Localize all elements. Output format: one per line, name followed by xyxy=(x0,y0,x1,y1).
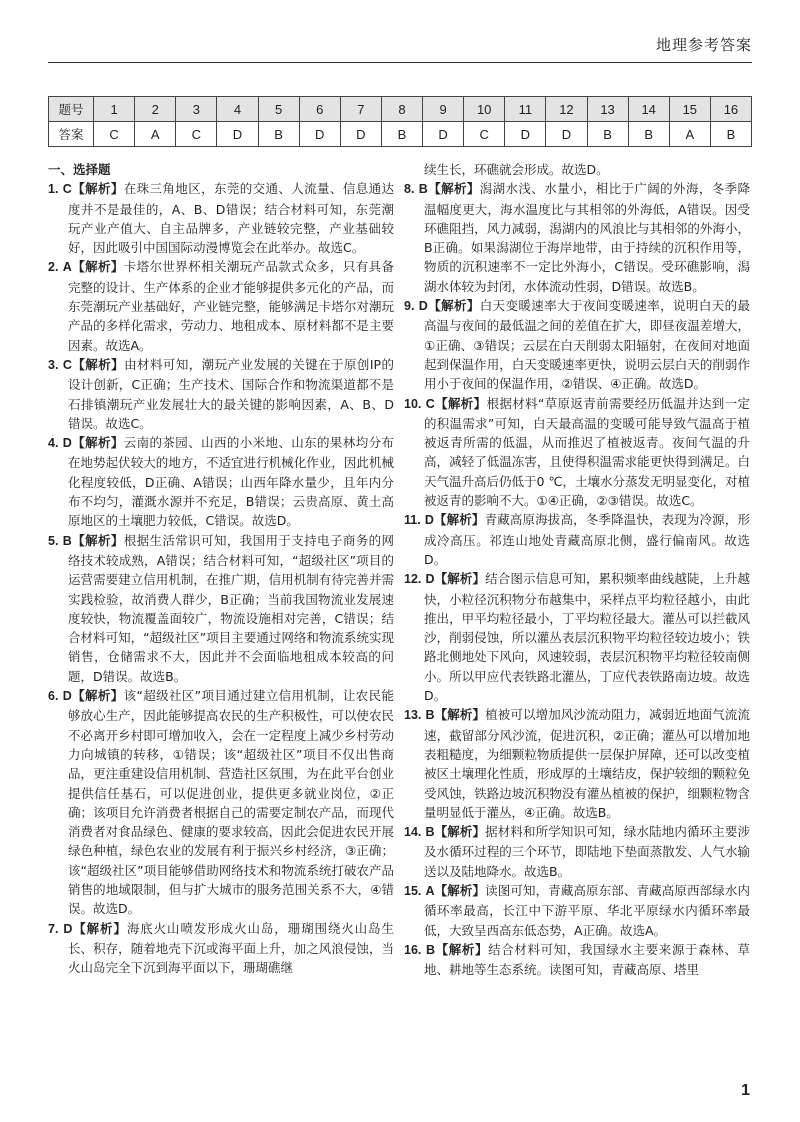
item-text: 根据生活常识可知，我国用于支持电子商务的网络技术较成熟，A错误；结合材料可知，“超级社区”项目的运营需要建立信用机制，在推广期，信用机制有待完善并需实践检验，故消费人群少，B正确；当前我国物流业发展速度较快，物流覆盖面较广，物流设施相对完善，C错误；结合材料可知，“超级社区”项目主要通过网络和物流系统实现销售，仓储需求不大，因此并不会面临地租成本较高的问题，D错误。故选B。 xyxy=(68,532,394,684)
item-text: 结合图示信息可知，累积频率曲线越陡，上升越快，小粒径沉积物分布越集中，采样点平均粒径越小，由此推出，甲平均粒径最小，丁平均粒径最大。灌丛可以拦截风沙，削弱侵蚀，所以灌丛表层沉积物平均粒径较边坡小；铁路北侧地处下风向，风速较弱，表层沉积物平均粒径较南侧小。所以甲应代表铁路北灌丛，丁应代表铁路南边坡。故选D。 xyxy=(424,571,750,704)
analysis-tag: 【解析】 xyxy=(434,882,486,898)
answer-cell: C xyxy=(176,122,217,147)
analysis-tag: 【解析】 xyxy=(435,941,489,957)
item-number: 1. xyxy=(48,182,59,197)
answer-cell: D xyxy=(505,122,546,147)
item-answer-letter: C xyxy=(62,182,72,197)
item-number: 13. xyxy=(404,708,422,723)
analysis-tag: 【解析】 xyxy=(434,395,487,411)
item-number: 4. xyxy=(48,436,59,451)
item-answer-letter: B xyxy=(426,942,436,957)
analysis-tag: 【解析】 xyxy=(71,532,124,548)
analysis-tag: 【解析】 xyxy=(71,688,124,704)
question-number-cell: 16 xyxy=(710,97,751,122)
item-number: 8. xyxy=(404,182,415,197)
analysis-tag: 【解析】 xyxy=(71,259,124,275)
answer-explanation-item xyxy=(404,510,750,569)
question-number-cell: 11 xyxy=(505,97,546,122)
item-number: 3. xyxy=(48,357,59,372)
analysis-tag: 【解析】 xyxy=(434,824,486,840)
answer-cell: D xyxy=(423,122,464,147)
continuation-text: 续生长，环礁就会形成。故选D。 xyxy=(424,162,609,177)
analysis-tag: 【解析】 xyxy=(71,181,124,197)
question-number-cell: 12 xyxy=(546,97,587,122)
answer-explanation-item xyxy=(404,822,750,881)
item-text: 根据材料“草原返青前需要经历低温并达到一定的积温需求”可知，白天最高温的变暖可能导致气温高于植被返青所需的低温，从而推迟了植被返青。夜间气温的升高，减轻了低温冻害，且使得积温需求能更快得到满足。白天气温升高后仍低于0 ℃，土壤水分蒸发无明显变化，对植被返青的影响不大。①④正确，②③错误。故选C。 xyxy=(424,395,750,509)
item-number: 16. xyxy=(404,942,422,957)
item-text: 读图可知，青藏高原东部、青藏高原西部绿水内循环率最高，长江中下游平原、华北平原绿水内循环率最低，大致呈西高东低态势，A正确。故选A。 xyxy=(424,882,750,938)
answer-cell: B xyxy=(587,122,628,147)
analysis-tag: 【解析】 xyxy=(433,512,485,528)
answer-explanation-item xyxy=(48,686,394,919)
item-number: 11. xyxy=(404,513,421,528)
answer-explanation-item xyxy=(404,394,750,511)
section-title: 一、选择题 xyxy=(48,162,111,177)
answer-cell: D xyxy=(299,122,340,147)
analysis-tag: 【解析】 xyxy=(427,181,480,197)
item-number: 5. xyxy=(48,533,59,548)
answer-cell: B xyxy=(710,122,751,147)
item-text: 植被可以增加风沙流动阻力，减弱近地面气流流速，截留部分风沙流，促进沉积，②正确；灌丛可以增加地表粗糙度，为细颗粒物质提供一层保护屏障，还可以改变植被区土壤理化性质，形成厚的土壤结皮，保护较细的颗粒免受风蚀，铁路边坡沉积物没有灌丛植被的保护，细颗粒物含量明显低于灌丛，④正确。故选B。 xyxy=(424,707,750,820)
answer-explanation-item xyxy=(404,179,750,296)
answer-explanation-item xyxy=(404,940,750,980)
analysis-tag: 【解析】 xyxy=(71,435,124,451)
question-number-cell: 13 xyxy=(587,97,628,122)
analysis-tag: 【解析】 xyxy=(72,920,127,936)
answer-table xyxy=(48,96,752,147)
item-number: 15. xyxy=(404,883,422,898)
item-answer-letter: D xyxy=(418,299,428,314)
item-number: 6. xyxy=(48,689,59,704)
answer-cell: D xyxy=(340,122,381,147)
answer-cell: C xyxy=(94,122,135,147)
question-number-cell: 5 xyxy=(258,97,299,122)
answer-explanation-item xyxy=(48,433,394,530)
item-answer-letter: A xyxy=(62,260,72,275)
item-answer-letter: D xyxy=(62,436,72,451)
item-text: 在珠三角地区，东莞的交通、人流量、信息通达度并不是最佳的，A、B、D错误；结合材料可知，东莞潮玩产业产值大、自主品牌多，产业链较完整，产业基础较好，因此吸引中国国际动漫博览会在此举办。故选C。 xyxy=(68,181,394,256)
question-number-cell: 15 xyxy=(669,97,710,122)
item-answer-letter: B xyxy=(425,825,435,840)
item-text: 该“超级社区”项目通过建立信用机制，让农民能够放心生产，因此能够提高农民的生产积极性，可以使农民不必离开乡村即可增加收入，会在一定程度上减少乡村劳动力向城镇的转移，①错误；该“超级社区”项目不仅出售商品，更注重建设信用机制、营造社区氛围，为在此平台创业提供信任基石，可以促进创业，提供更多就业岗位，②正确；该项目允许消费者根据自己的需要定制农产品，而现代消费者对食品绿色、健康的要求较高，因此会促进农民开展绿色种植，绿色农业的发展有利于振兴乡村经济，③正确；该“超级社区”项目能够借助网络技术和物流系统打破农产品销售的地域限制，但与扩大城市的服务范围关系不大，④错误。故选D。 xyxy=(68,688,394,917)
question-number-cell: 6 xyxy=(299,97,340,122)
answer-explanation-item xyxy=(404,705,750,822)
answer-cell: B xyxy=(258,122,299,147)
analysis-tag: 【解析】 xyxy=(71,356,125,372)
item-answer-letter: D xyxy=(425,572,435,587)
item-text: 白天变暖速率大于夜间变暖速率，说明白天的最高温与夜间的最低温之间的差值在扩大，即昼夜温差增大，①正确、③错误；云层在白天削弱太阳辐射，在夜间对地面起到保温作用，白天变暖速率更快，说明云层白天的削弱作用小于夜间的保温作用，②错误、④正确。故选D。 xyxy=(424,298,750,392)
item-number: 14. xyxy=(404,825,422,840)
answer-table-answer-row xyxy=(49,122,752,147)
question-number-cell: 10 xyxy=(464,97,505,122)
page-header-title: 地理参考答案 xyxy=(655,36,752,54)
answer-explanation-item xyxy=(48,919,394,978)
answer-explanation-item xyxy=(48,179,394,257)
item-text: 结合材料可知，我国绿水主要来源于森林、草地、耕地等生态系统。读图可知，青藏高原、塔里 xyxy=(424,941,750,978)
question-number-cell: 9 xyxy=(423,97,464,122)
answer-cell: D xyxy=(217,122,258,147)
left-column xyxy=(48,160,394,977)
answer-label: 答案 xyxy=(49,122,94,147)
right-column xyxy=(404,160,750,979)
item-text: 青藏高原海拔高，冬季降温快，表现为冷源，形成冷高压。祁连山地处青藏高原北侧，盛行偏南风。故选D。 xyxy=(424,512,750,567)
page-number: 1 xyxy=(741,1082,750,1099)
answer-cell: C xyxy=(464,122,505,147)
item-answer-letter: D xyxy=(63,921,73,936)
answer-explanation-item xyxy=(404,296,750,393)
item-text: 由材料可知，潮玩产业发展的关键在于原创IP的设计创新，C正确；生产技术、国际合作和物流渠道都不是石排镇潮玩产业发展壮大的最关键的影响因素，A、B、D错误。故选C。 xyxy=(68,356,394,431)
question-number-cell: 1 xyxy=(94,97,135,122)
question-number-cell: 2 xyxy=(135,97,176,122)
question-number-cell: 14 xyxy=(628,97,669,122)
answer-explanation-item xyxy=(404,569,750,705)
item-number: 12. xyxy=(404,572,422,587)
item-answer-letter: B xyxy=(418,182,428,197)
item-text: 据材料和所学知识可知，绿水陆地内循环主要涉及水循环过程的三个环节，即陆地下垫面蒸散发、人气水输送以及陆地降水。故选B。 xyxy=(424,824,750,879)
question-number-cell: 8 xyxy=(381,97,422,122)
answer-explanation-item xyxy=(48,531,394,686)
answer-cell: A xyxy=(135,122,176,147)
answer-cell: B xyxy=(381,122,422,147)
answer-explanation-item xyxy=(48,257,394,354)
item-text: 云南的茶园、山西的小米地、山东的果林均分布在地势起伏较大的地方，不适宜进行机械化作业，因此机械化程度较低，D正确、A错误；山西年降水量少，且年内分布不均匀，灌溉水源并不充足，B错误；云贵高原、黄土高原地区的土壤肥力较低，C错误。故选D。 xyxy=(68,435,394,529)
item-answer-letter: A xyxy=(425,883,435,898)
analysis-tag: 【解析】 xyxy=(434,707,486,723)
header-rule xyxy=(48,62,752,63)
item-answer-letter: B xyxy=(62,533,72,548)
answer-cell: A xyxy=(669,122,710,147)
answer-cell: D xyxy=(546,122,587,147)
analysis-tag: 【解析】 xyxy=(434,571,486,587)
item-answer-letter: D xyxy=(62,689,72,704)
question-number-cell: 4 xyxy=(217,97,258,122)
item-number: 9. xyxy=(404,299,415,314)
item-answer-letter: B xyxy=(425,708,435,723)
item-number: 10. xyxy=(404,396,422,411)
item-answer-letter: C xyxy=(62,357,72,372)
item-answer-letter: D xyxy=(424,513,434,528)
item-answer-letter: C xyxy=(425,396,435,411)
item-text: 潟湖水浅、水量小，相比于广阔的外海，冬季降温幅度更大，海水温度比与其相邻的外海低，A错误。因受环礁阻挡，风力减弱，潟湖内的风浪比与其相邻的外海小，B正确。如果潟湖位于海岸地带，由于持续的沉积作用等，物质的沉积速率不一定比外海小，C错误。受环礁影响，潟湖水体较为封闭，水体流动性弱，D错误。故选B。 xyxy=(424,181,750,294)
item-number: 2. xyxy=(48,260,59,275)
analysis-tag: 【解析】 xyxy=(427,298,480,314)
question-number-cell: 3 xyxy=(176,97,217,122)
answer-cell: B xyxy=(628,122,669,147)
answer-explanation-item xyxy=(404,881,750,940)
question-number-cell: 7 xyxy=(340,97,381,122)
item-number: 7. xyxy=(48,921,59,936)
item-text: 卡塔尔世界杯相关潮玩产品款式众多，只有具备完整的设计、生产体系的企业才能够提供多元化的产品，而东莞潮玩产业基础好，产业链完整，能够满足卡塔尔对潮玩产品的多样化需求，劳动力、地租成本、原材料都不是主要因素。故选A。 xyxy=(68,259,394,353)
question-number-label: 题号 xyxy=(49,97,94,122)
answer-table-header-row xyxy=(49,97,752,122)
item-text: 海底火山喷发形成火山岛，珊瑚围绕火山岛生长、积存，随着地壳下沉或海平面上升，加之风浪侵蚀，当火山岛完全下沉到海平面以下，珊瑚礁继 xyxy=(68,920,394,976)
answer-explanation-item xyxy=(48,355,394,433)
